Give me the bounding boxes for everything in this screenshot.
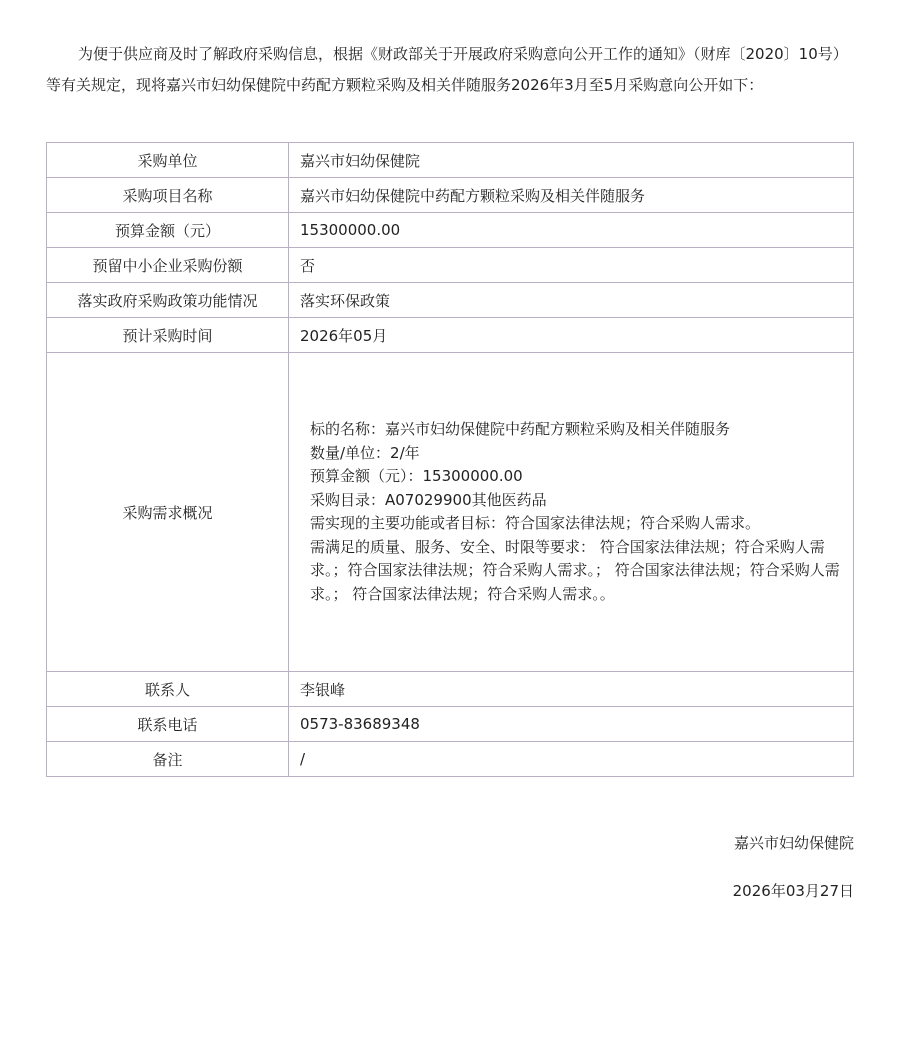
row-label: 预计采购时间 <box>47 318 289 353</box>
row-value: 否 <box>289 248 854 283</box>
requirement-line: 数量/单位：2/年 <box>310 443 420 462</box>
row-label: 预留中小企业采购份额 <box>47 248 289 283</box>
row-value: 落实环保政策 <box>289 283 854 318</box>
intro-paragraph: 为便于供应商及时了解政府采购信息，根据《财政部关于开展政府采购意向公开工作的通知》（财库〔2020〕10号）等有关规定，现将嘉兴市妇幼保健院中药配方颗粒采购及相关伴随服务2026年3月至5月采购意向公开如下： <box>46 45 848 94</box>
signature-date: 2026年03月27日 <box>732 882 854 900</box>
row-value: 0573-83689348 <box>289 707 854 742</box>
row-value: 嘉兴市妇幼保健院中药配方颗粒采购及相关伴随服务 <box>289 178 854 213</box>
procurement-intent-table <box>46 142 854 777</box>
row-label: 落实政府采购政策功能情况 <box>47 283 289 318</box>
row-label: 采购需求概况 <box>47 353 289 672</box>
row-value: 李银峰 <box>289 672 854 707</box>
row-label: 预算金额（元） <box>47 213 289 248</box>
table-row <box>47 283 854 318</box>
table-row <box>47 672 854 707</box>
table-row <box>47 742 854 777</box>
row-value: 15300000.00 <box>289 213 854 248</box>
table-row <box>47 707 854 742</box>
table-row <box>47 143 854 178</box>
row-label: 联系人 <box>47 672 289 707</box>
row-value: / <box>289 742 854 777</box>
requirements-cell <box>289 353 854 672</box>
signature-org: 嘉兴市妇幼保健院 <box>733 834 854 852</box>
table-row <box>47 178 854 213</box>
row-value: 嘉兴市妇幼保健院 <box>289 143 854 178</box>
requirement-line: 采购目录：A07029900其他医药品 <box>310 490 547 509</box>
row-label: 采购单位 <box>47 143 289 178</box>
row-value: 2026年05月 <box>289 318 854 353</box>
table-row <box>47 318 854 353</box>
requirement-line: 标的名称：嘉兴市妇幼保健院中药配方颗粒采购及相关伴随服务 <box>310 420 731 438</box>
table-row <box>47 213 854 248</box>
requirement-line: 需实现的主要功能或者目标：符合国家法律法规；符合采购人需求。 <box>310 514 761 532</box>
row-label: 采购项目名称 <box>47 178 289 213</box>
requirement-line: 需满足的质量、服务、安全、时限等要求： 符合国家法律法规；符合采购人需求。；符合国家法律法规；符合采购人需求。； 符合国家法律法规；符合采购人需求。； 符合国家法律法规；符合采购人需求。。 <box>310 537 840 603</box>
table-row-requirements <box>47 353 854 672</box>
requirement-line: 预算金额（元）：15300000.00 <box>310 467 523 485</box>
table-row <box>47 248 854 283</box>
row-label: 联系电话 <box>47 707 289 742</box>
row-label: 备注 <box>47 742 289 777</box>
